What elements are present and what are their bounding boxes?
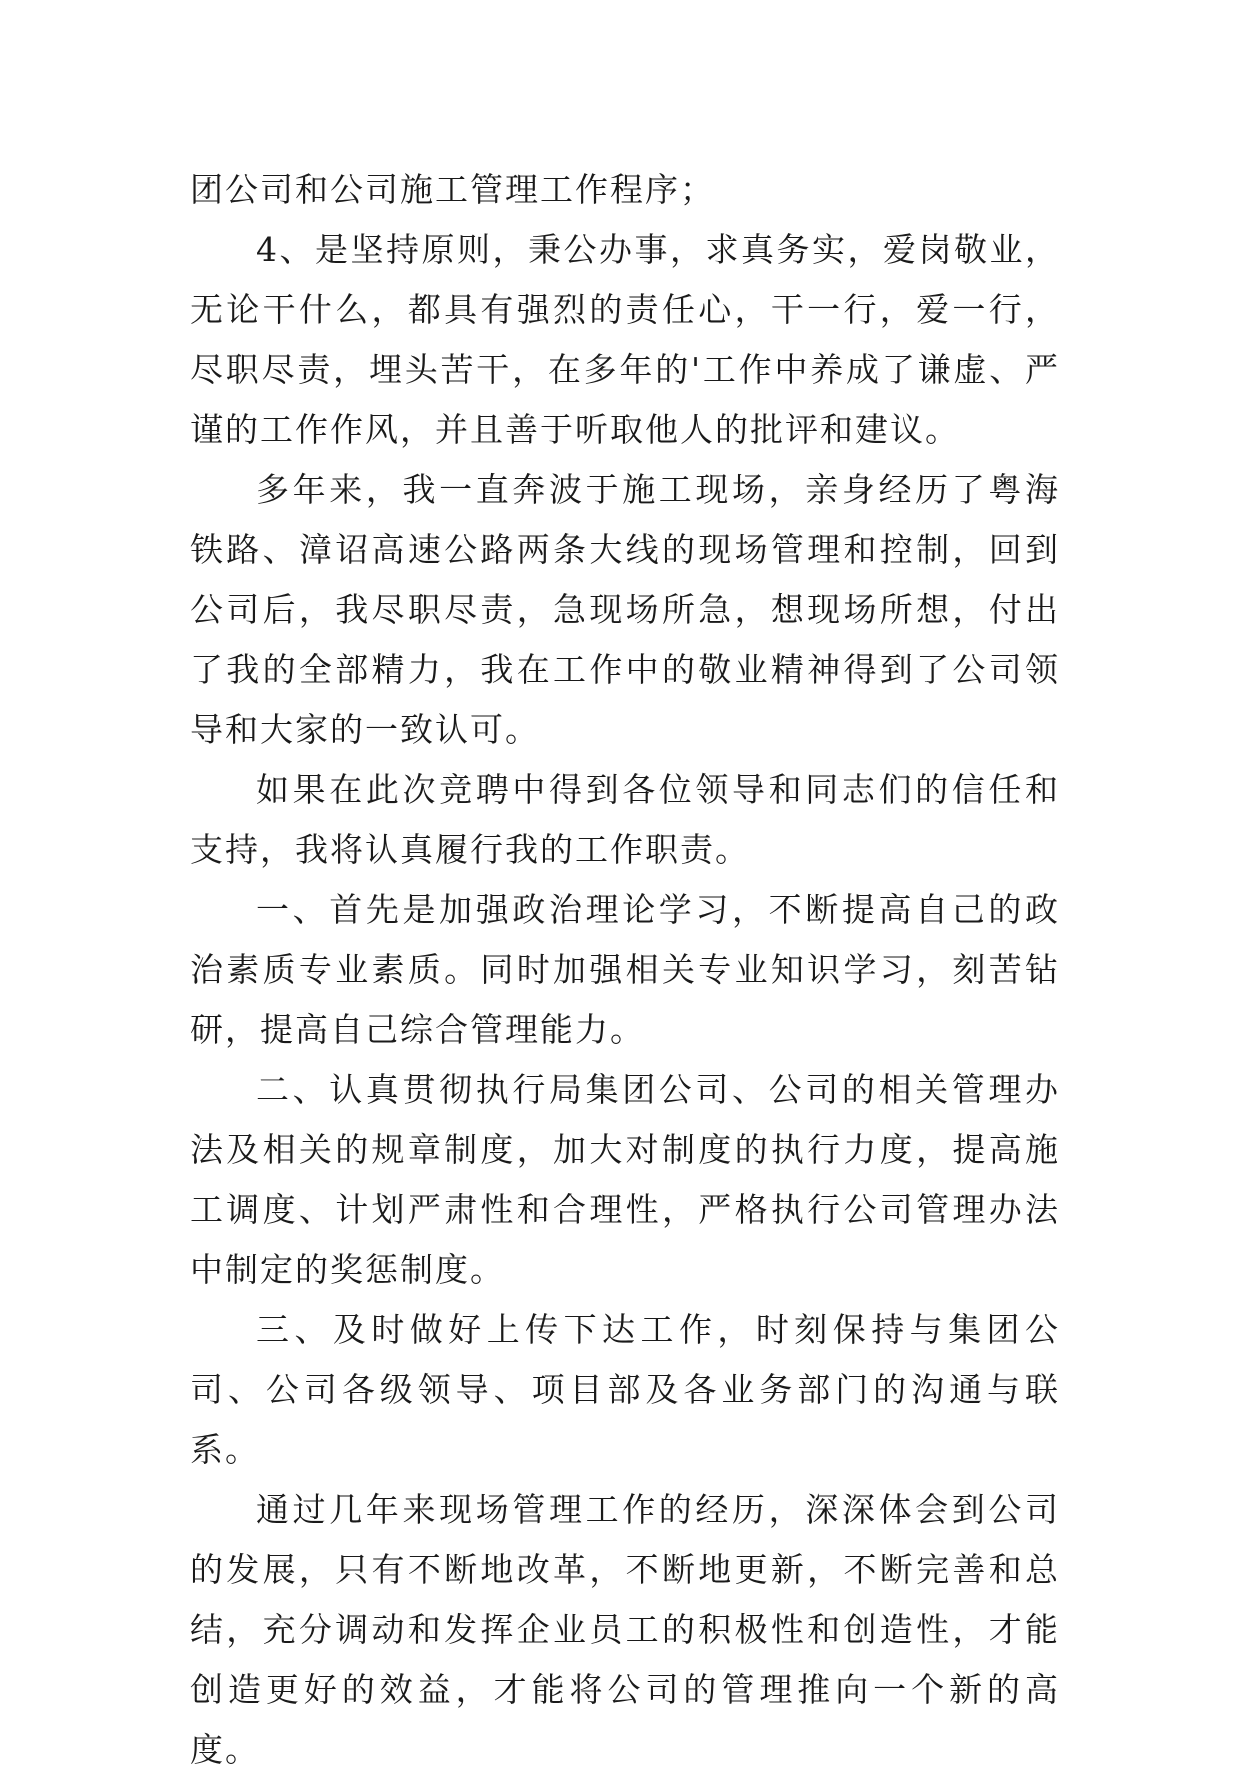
paragraph-point-4: 4、是坚持原则，秉公办事，求真务实，爱岗敬业，无论干什么，都具有强烈的责任心，干一行，爱一行，尽职尽责，埋头苦干，在多年的'工作中养成了谦虚、严谨的工作作风，并且善于听取他人的批评和建议。 (190, 230, 1060, 449)
paragraph-item-3: 三、及时做好上传下达工作，时刻保持与集团公司、公司各级领导、项目部及各业务部门的沟通与联系。 (190, 1310, 1060, 1469)
paragraph-item-1: 一、首先是加强政治理论学习，不断提高自己的政治素质专业素质。同时加强相关专业知识学习，刻苦钻研，提高自己综合管理能力。 (190, 890, 1060, 1049)
paragraph-continuation: 团公司和公司施工管理工作程序； (190, 170, 715, 209)
paragraph-experience: 多年来，我一直奔波于施工现场，亲身经历了粤海铁路、漳诏高速公路两条大线的现场管理和控制，回到公司后，我尽职尽责，急现场所急，想现场所想，付出了我的全部精力，我在工作中的敬业精神得到了公司领导和大家的一致认可。 (190, 470, 1060, 749)
paragraph-commitment: 如果在此次竞聘中得到各位领导和同志们的信任和支持，我将认真履行我的工作职责。 (190, 770, 1060, 869)
paragraph-conclusion: 通过几年来现场管理工作的经历，深深体会到公司的发展，只有不断地改革，不断地更新，不断完善和总结，充分调动和发挥企业员工的积极性和创造性，才能创造更好的效益，才能将公司的管理推向一个新的高度。 (190, 1490, 1060, 1769)
document-body (190, 160, 1060, 1780)
paragraph-item-2: 二、认真贯彻执行局集团公司、公司的相关管理办法及相关的规章制度，加大对制度的执行力度，提高施工调度、计划严肃性和合理性，严格执行公司管理办法中制定的奖惩制度。 (190, 1070, 1060, 1289)
